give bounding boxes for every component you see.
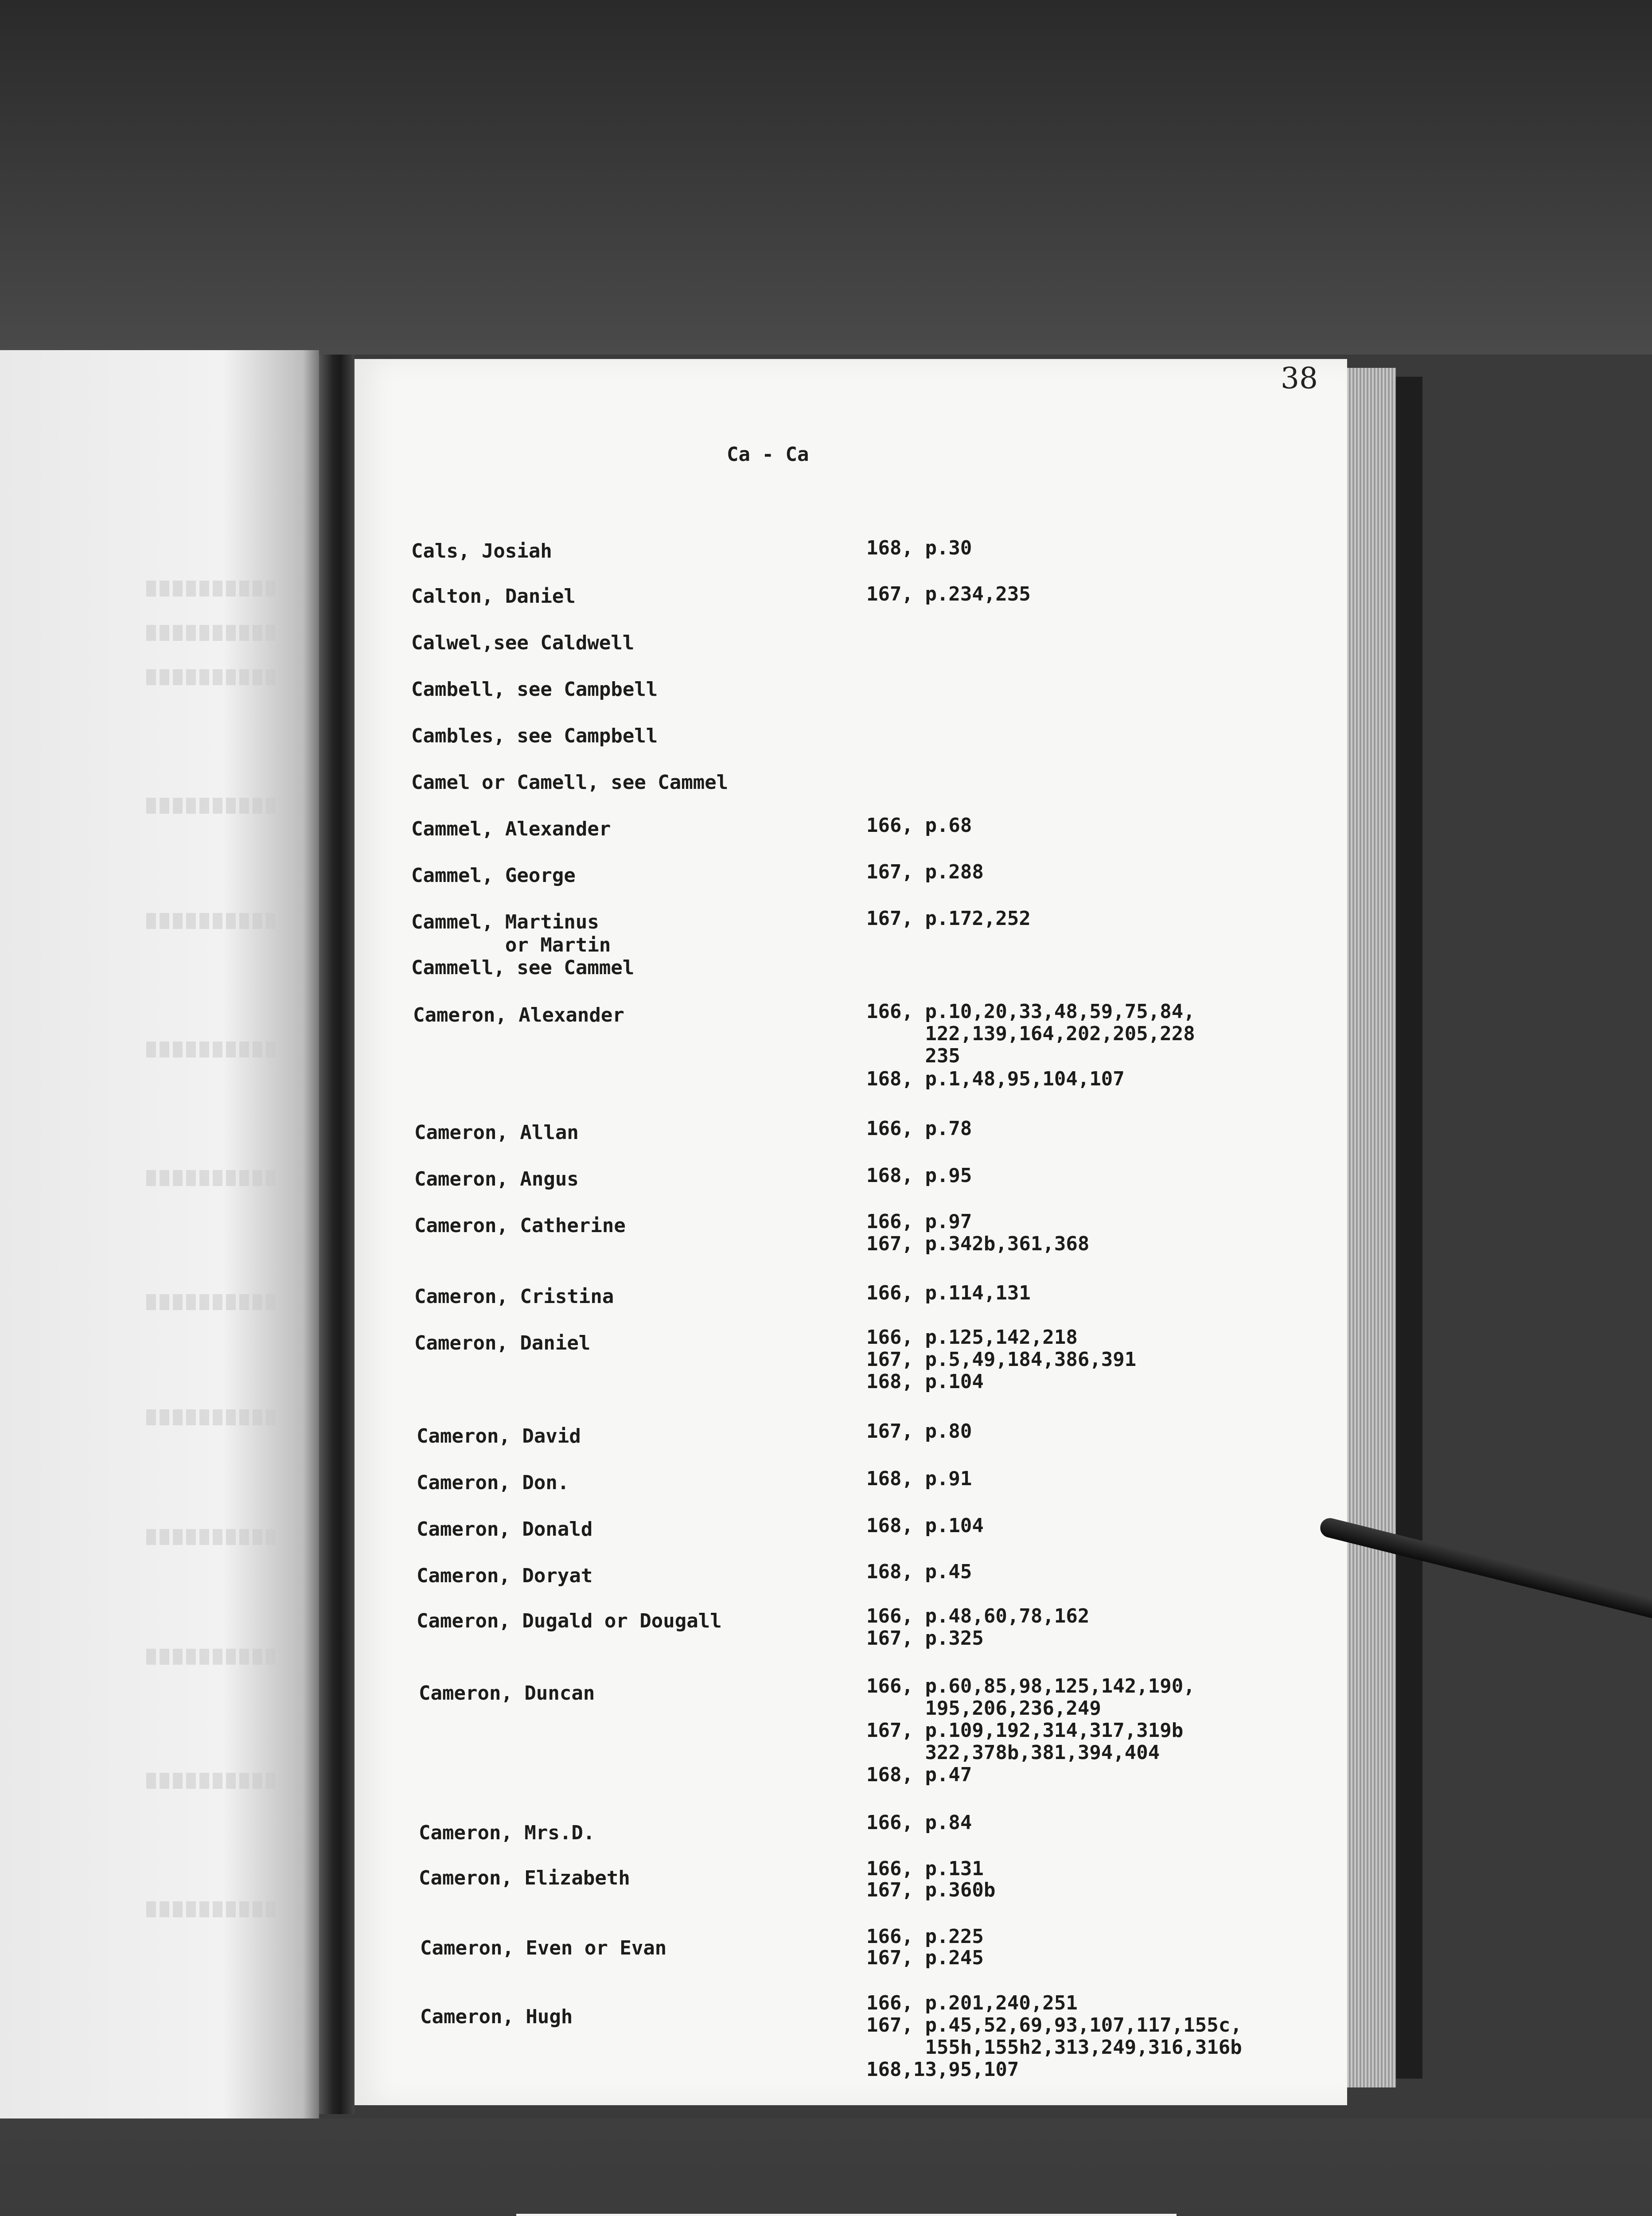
left-facing-page: [0, 350, 319, 2118]
entry-name: Cameron, Don.: [417, 1471, 569, 1494]
entry-name: Cammel, Martinus or Martin: [411, 911, 611, 956]
page-number: 38: [1281, 361, 1318, 395]
entry-name: Cameron, Catherine: [414, 1214, 626, 1237]
entry-name: Cambles, see Campbell: [411, 725, 658, 747]
entry-name: Camel or Camell, see Cammel: [411, 771, 729, 794]
entry-reference: 167, p.325: [866, 1627, 984, 1650]
bleed-through-text: [146, 625, 279, 641]
entry-name: Cals, Josiah: [411, 540, 552, 562]
entry-reference: 167, p.109,192,314,317,319b 322,378b,381,394,404: [866, 1719, 1184, 1764]
entry-reference: 168, p.47: [866, 1763, 972, 1786]
entry-reference: 168,13,95,107: [866, 2058, 1019, 2081]
bleed-through-text: [146, 798, 279, 814]
entry-name: Cammel, George: [411, 864, 576, 887]
entry-name: Cameron, Doryat: [417, 1564, 593, 1587]
entry-name: Cameron, David: [417, 1425, 581, 1447]
entry-name: Cameron, Angus: [414, 1168, 579, 1190]
entry-reference: 167, p.172,252: [866, 907, 1031, 930]
entry-name: Cambell, see Campbell: [411, 678, 658, 701]
bleed-through-text: [146, 581, 279, 597]
bleed-through-text: [146, 1294, 279, 1310]
background-top: [0, 0, 1652, 355]
page-edges: [1347, 368, 1396, 2087]
entry-reference: 167, p.80: [866, 1420, 972, 1443]
collection-label: [516, 2214, 1177, 2216]
entry-reference: 167, p.342b,361,368: [866, 1233, 1090, 1255]
entry-name: Cameron, Daniel: [414, 1332, 591, 1354]
entry-reference: 166, p.114,131: [866, 1282, 1031, 1304]
entry-reference: 167, p.288: [866, 861, 984, 883]
entry-reference: 166, p.201,240,251: [866, 1992, 1078, 2014]
entry-reference: 168, p.30: [866, 537, 972, 559]
entry-reference: 166, p.10,20,33,48,59,75,84, 122,139,164,202,205,228 235: [866, 1000, 1195, 1067]
entry-reference: 167, p.5,49,184,386,391: [866, 1348, 1137, 1371]
page-header: Ca - Ca: [727, 443, 809, 466]
entry-reference: 166, p.125,142,218: [866, 1326, 1078, 1349]
bleed-through-text: [146, 1529, 279, 1545]
book-cover-edge: [1396, 377, 1422, 2079]
entry-reference: 166, p.131: [866, 1857, 984, 1880]
entry-reference: 166, p.84: [866, 1811, 972, 1834]
entry-reference: 167, p.360b: [866, 1879, 996, 1901]
entry-reference: 166, p.48,60,78,162: [866, 1605, 1090, 1627]
entry-reference: 167, p.245: [866, 1947, 984, 1969]
entry-reference: 168, p.1,48,95,104,107: [866, 1068, 1125, 1090]
bleed-through-text: [146, 1901, 279, 1917]
entry-name: Calton, Daniel: [411, 585, 576, 608]
entry-name: Cameron, Allan: [414, 1121, 579, 1144]
entry-name: Cameron, Duncan: [419, 1682, 595, 1705]
entry-reference: 168, p.45: [866, 1561, 972, 1583]
entry-reference: 166, p.68: [866, 814, 972, 837]
bleed-through-text: [146, 1409, 279, 1425]
entry-reference: 168, p.104: [866, 1370, 984, 1393]
entry-reference: 167, p.234,235: [866, 583, 1031, 605]
bleed-through-text: [146, 1170, 279, 1186]
book-gutter: [319, 355, 355, 2114]
bleed-through-text: [146, 669, 279, 685]
entry-name: Cameron, Mrs.D.: [419, 1822, 595, 1844]
background-bottom: [0, 2118, 1652, 2216]
bleed-through-text: [146, 1773, 279, 1789]
entry-name: Cameron, Donald: [417, 1518, 593, 1541]
entry-reference: 168, p.91: [866, 1467, 972, 1490]
entry-reference: 166, p.225: [866, 1925, 984, 1948]
entry-reference: 167, p.45,52,69,93,107,117,155c, 155h,155h2,313,249,316,316b: [866, 2014, 1242, 2059]
entry-name: Cameron, Cristina: [414, 1285, 614, 1308]
entry-name: Cameron, Hugh: [420, 2005, 573, 2028]
entry-name: Cameron, Alexander: [413, 1004, 624, 1026]
bleed-through-text: [146, 913, 279, 929]
bleed-through-text: [146, 1042, 279, 1057]
bleed-through-text: [146, 1649, 279, 1665]
entry-reference: 168, p.104: [866, 1514, 984, 1537]
entry-reference: 166, p.60,85,98,125,142,190, 195,206,236,249: [866, 1675, 1195, 1720]
entry-name: Calwel,see Caldwell: [411, 632, 635, 654]
entry-name: Cameron, Even or Evan: [420, 1937, 667, 1959]
entry-name: Cameron, Elizabeth: [419, 1867, 630, 1889]
entry-name: Cameron, Dugald or Dougall: [417, 1610, 722, 1632]
entry-name: Cammel, Alexander: [411, 818, 611, 840]
entry-reference: 166, p.97: [866, 1210, 972, 1233]
entry-reference: 168, p.95: [866, 1164, 972, 1187]
entry-name: Cammell, see Cammel: [411, 956, 635, 979]
entry-reference: 166, p.78: [866, 1117, 972, 1140]
